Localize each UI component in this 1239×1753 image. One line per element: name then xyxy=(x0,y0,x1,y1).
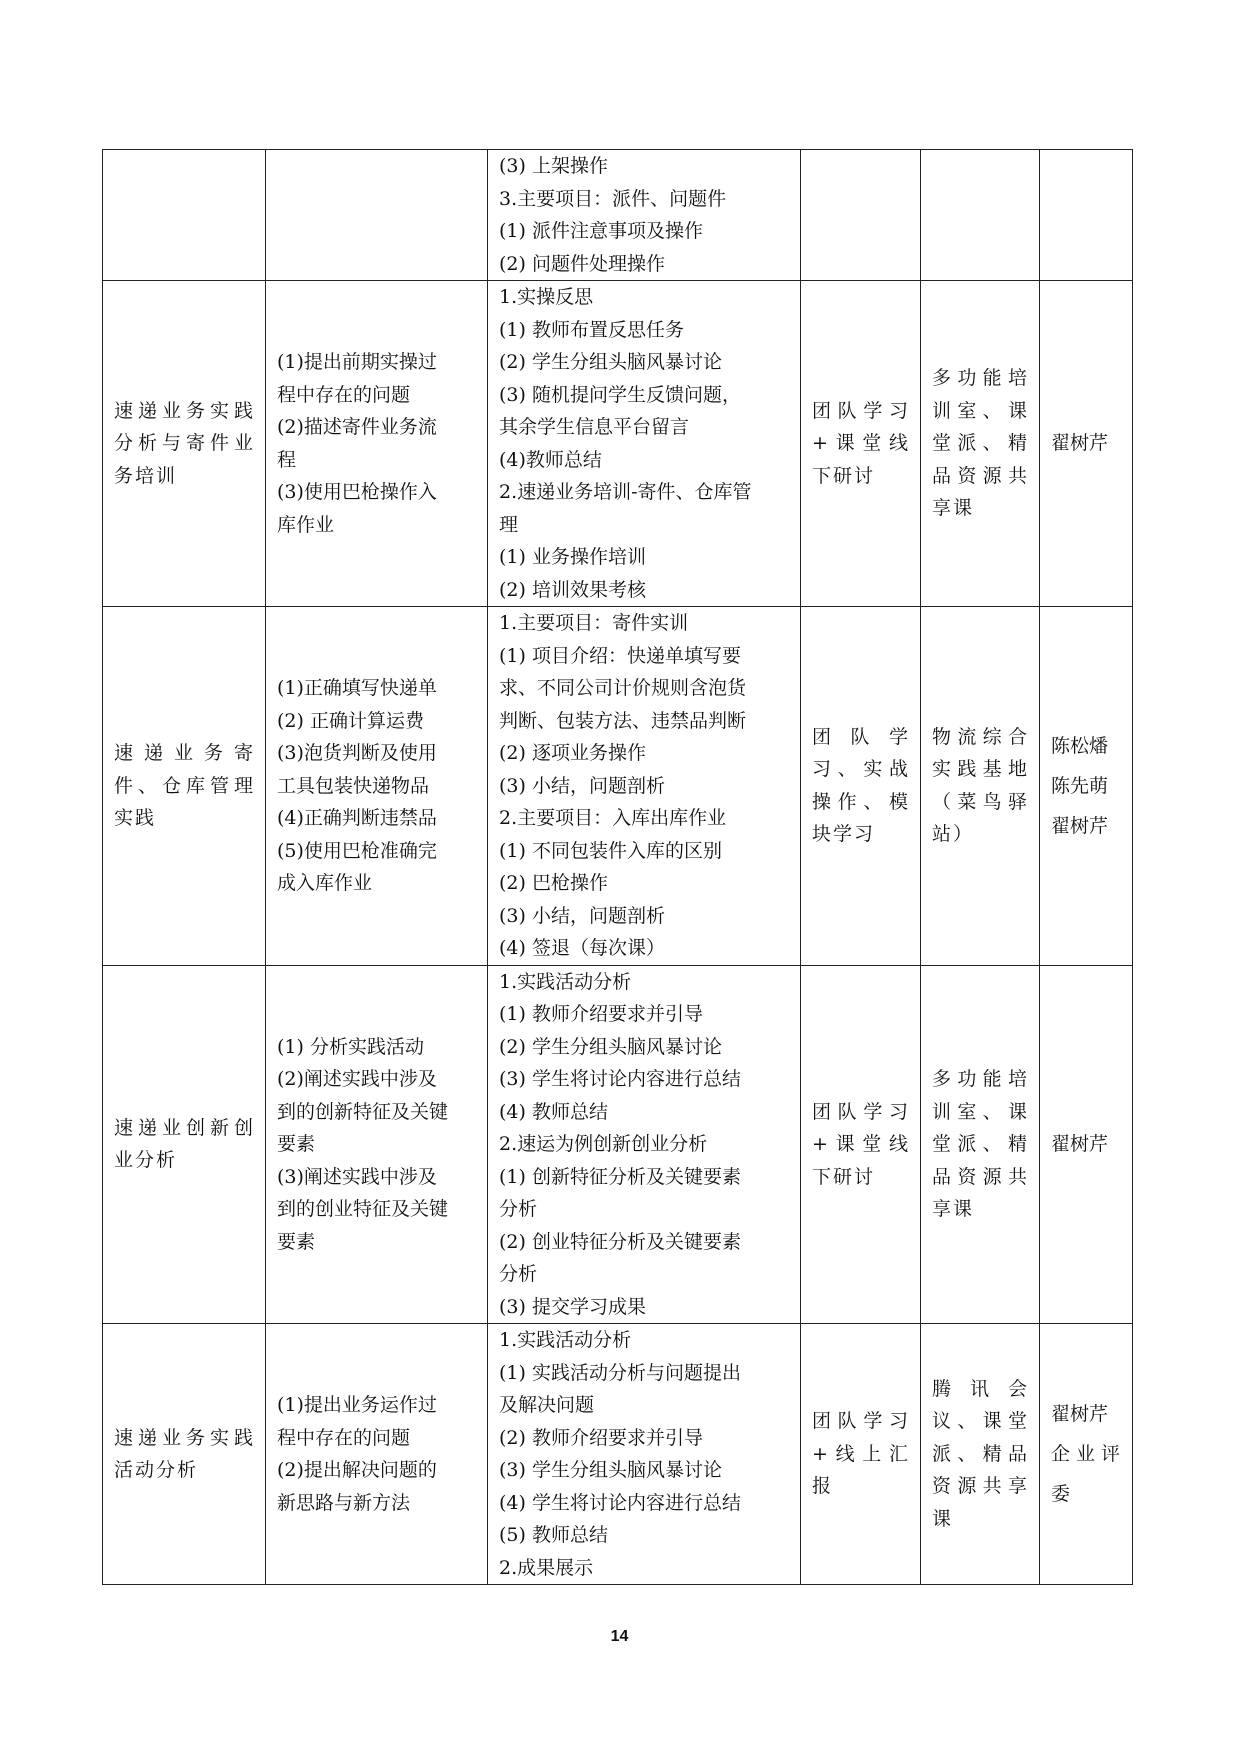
objective-line: (1) 分析实践活动 xyxy=(277,1035,424,1058)
objective-line: (1)正确填写快递单 xyxy=(277,677,437,699)
objectives-cell xyxy=(266,150,488,281)
resources-cell xyxy=(921,965,1040,1324)
teacher-name: 委 xyxy=(1051,1483,1071,1505)
content-line: (3) 学生将讨论内容进行总结 xyxy=(499,1068,741,1090)
content-line: 及解决问题 xyxy=(499,1394,595,1416)
teacher-name: 翟树芹 xyxy=(1051,814,1109,837)
resource-line: 站） xyxy=(932,823,975,846)
table-row xyxy=(103,965,1133,1324)
objective-line: 要素 xyxy=(277,1230,316,1253)
objective-line: (1)提出前期实操过 xyxy=(277,351,437,373)
resource-line: 多功能培 xyxy=(932,367,1028,390)
method-line: 团队学习 xyxy=(812,399,909,422)
objective-line: 程 xyxy=(277,448,297,471)
content-line: (2) 创业特征分析及关键要素 xyxy=(499,1230,741,1253)
content-line: 2.主要项目：入库出库作业 xyxy=(499,807,727,829)
teacher-name: 陈先萌 xyxy=(1051,774,1109,797)
module-name-line: 速递业务实践 xyxy=(114,399,254,422)
teacher-name: 企业评 xyxy=(1051,1443,1121,1465)
resource-line: 腾讯会 xyxy=(932,1377,1028,1400)
method-line: 报 xyxy=(812,1475,834,1498)
objective-line: 库作业 xyxy=(277,513,335,536)
content-line: (1) 实践活动分析与问题提出 xyxy=(499,1361,741,1384)
teachers-cell xyxy=(1040,965,1133,1324)
method-line: 块学习 xyxy=(812,823,876,846)
method-line: +课堂线 xyxy=(812,432,909,455)
teachers-cell xyxy=(1040,607,1133,966)
objective-line: 到的创业特征及关键 xyxy=(277,1198,449,1220)
content-line: (3) 随机提问学生反馈问题， xyxy=(499,383,741,406)
objective-line: (3)使用巴枪操作入 xyxy=(277,481,437,503)
content-line: 其余学生信息平台留言 xyxy=(499,416,690,438)
method-line: +课堂线 xyxy=(812,1133,909,1155)
resources-cell xyxy=(921,607,1040,966)
table-row xyxy=(103,281,1133,607)
method-line: +线上汇 xyxy=(812,1442,909,1465)
content-line: (3) 学生分组头脑风暴讨论 xyxy=(499,1459,722,1481)
content-cell xyxy=(488,607,801,966)
method-line: 团队学 xyxy=(812,725,909,748)
objective-line: 新思路与新方法 xyxy=(277,1491,411,1514)
objectives-cell xyxy=(266,281,488,607)
objective-line: 要素 xyxy=(277,1133,316,1155)
content-line: 判断、包装方法、违禁品判断 xyxy=(499,709,747,732)
resources-cell xyxy=(921,150,1040,281)
content-line: 2.成果展示 xyxy=(499,1556,594,1579)
method-line: 下研讨 xyxy=(812,1165,876,1188)
method-cell xyxy=(801,607,921,966)
teachers-cell xyxy=(1040,1324,1133,1585)
module-name-cell xyxy=(103,965,266,1324)
content-line: 3.主要项目：派件、问题件 xyxy=(499,187,727,210)
content-line: (2) 培训效果考核 xyxy=(499,578,646,601)
content-line: 1.实操反思 xyxy=(499,286,594,308)
content-line: 分析 xyxy=(499,1198,538,1220)
module-name-line: 业分析 xyxy=(114,1149,178,1172)
resource-line: 品资源共 xyxy=(932,464,1028,487)
method-line: 操作、模 xyxy=(812,790,909,813)
teachers-cell xyxy=(1040,150,1133,281)
module-name-line: 务培训 xyxy=(114,464,178,487)
module-name-line: 速递业务实践 xyxy=(114,1426,254,1449)
module-name-cell xyxy=(103,281,266,607)
course-table xyxy=(102,149,1133,1585)
resource-line: （菜鸟驿 xyxy=(932,790,1028,813)
method-line: 团队学习 xyxy=(812,1410,909,1433)
content-line: (3) 小结，问题剖析 xyxy=(499,904,665,927)
objective-line: (1)提出业务运作过 xyxy=(277,1394,437,1416)
method-line: 下研讨 xyxy=(812,464,876,487)
resource-line: 堂派、精 xyxy=(932,1133,1028,1155)
resources-cell xyxy=(921,1324,1040,1585)
method-line: 团队学习 xyxy=(812,1100,909,1123)
resource-line: 训室、课 xyxy=(932,399,1028,422)
method-line: 习、实战 xyxy=(812,758,909,781)
module-name-line: 分析与寄件业 xyxy=(114,432,254,455)
content-cell xyxy=(488,965,801,1324)
content-line: (2) 学生分组头脑风暴讨论 xyxy=(499,351,722,373)
objectives-cell xyxy=(266,965,488,1324)
module-name-cell xyxy=(103,607,266,966)
page-number: 14 xyxy=(610,1628,629,1645)
content-line: (4) 教师总结 xyxy=(499,1100,608,1123)
objective-line: (2)提出解决问题的 xyxy=(277,1459,437,1481)
table-row xyxy=(103,150,1133,281)
resource-line: 资源共享 xyxy=(932,1475,1028,1498)
content-line: (1) 业务操作培训 xyxy=(499,546,646,568)
teacher-name: 翟树芹 xyxy=(1051,432,1109,455)
method-cell xyxy=(801,1324,921,1585)
module-name-line: 件、仓库管理 xyxy=(114,774,254,797)
resource-line: 享课 xyxy=(932,497,975,520)
content-line: 1.实践活动分析 xyxy=(499,970,632,993)
resource-line: 多功能培 xyxy=(932,1068,1028,1090)
content-line: (2) 教师介绍要求并引导 xyxy=(499,1426,703,1449)
objective-line: 程中存在的问题 xyxy=(277,1426,411,1449)
objective-line: (2)阐述实践中涉及 xyxy=(277,1068,437,1090)
content-line: (2) 学生分组头脑风暴讨论 xyxy=(499,1035,722,1058)
objectives-cell xyxy=(266,607,488,966)
content-line: (5) 教师总结 xyxy=(499,1524,608,1546)
content-line: (1) 不同包装件入库的区别 xyxy=(499,839,722,862)
content-line: (2) 巴枪操作 xyxy=(499,872,608,894)
objective-line: 工具包装快递物品 xyxy=(277,774,430,797)
resource-line: 课 xyxy=(932,1507,954,1530)
teacher-name: 翟树芹 xyxy=(1051,1403,1109,1425)
module-name-cell xyxy=(103,1324,266,1585)
content-line: (3) 小结，问题剖析 xyxy=(499,774,665,797)
table-row xyxy=(103,607,1133,966)
resource-line: 享课 xyxy=(932,1198,975,1220)
objective-line: 到的创新特征及关键 xyxy=(277,1100,449,1123)
objective-line: (3)泡货判断及使用 xyxy=(277,742,437,764)
resource-line: 派、精品 xyxy=(932,1442,1028,1465)
content-line: 2.速运为例创新创业分析 xyxy=(499,1133,708,1155)
resource-line: 实践基地 xyxy=(932,758,1028,781)
resource-line: 议、课堂 xyxy=(932,1410,1028,1433)
module-name-cell xyxy=(103,150,266,281)
content-cell xyxy=(488,150,801,281)
content-line: (1) 教师布置反思任务 xyxy=(499,318,684,341)
module-name-line: 速递业创新创 xyxy=(114,1116,254,1139)
module-name-line: 速递业务寄 xyxy=(114,742,254,764)
module-name-line: 实践 xyxy=(114,807,157,829)
content-line: 分析 xyxy=(499,1263,538,1285)
objective-line: 成入库作业 xyxy=(277,872,373,894)
resource-line: 训室、课 xyxy=(932,1100,1028,1123)
objective-line: (5)使用巴枪准确完 xyxy=(277,839,437,862)
teacher-name: 陈松燔 xyxy=(1051,734,1109,757)
objective-line: 程中存在的问题 xyxy=(277,383,411,406)
objective-line: (3)阐述实践中涉及 xyxy=(277,1165,437,1188)
content-line: (2) 问题件处理操作 xyxy=(499,252,665,275)
method-cell xyxy=(801,281,921,607)
content-cell xyxy=(488,1324,801,1585)
content-line: (2) 逐项业务操作 xyxy=(499,742,646,764)
content-line: (4) 签退（每次课） xyxy=(499,937,665,959)
resource-line: 物流综合 xyxy=(932,725,1028,748)
method-cell xyxy=(801,150,921,281)
objective-line: (4)正确判断违禁品 xyxy=(277,807,437,829)
content-line: (1) 项目介绍：快递单填写要 xyxy=(499,644,741,667)
content-line: 2.速递业务培训-寄件、仓库管 xyxy=(499,481,752,503)
objectives-cell xyxy=(266,1324,488,1585)
objective-line: (2)描述寄件业务流 xyxy=(277,416,437,438)
content-line: (3) 上架操作 xyxy=(499,155,608,177)
content-line: (1) 教师介绍要求并引导 xyxy=(499,1003,703,1025)
content-line: 1.主要项目：寄件实训 xyxy=(499,612,689,634)
resource-line: 品资源共 xyxy=(932,1165,1028,1188)
resources-cell xyxy=(921,281,1040,607)
content-line: (4)教师总结 xyxy=(499,448,602,471)
content-line: 理 xyxy=(499,513,519,536)
objective-line: (2) 正确计算运费 xyxy=(277,709,424,732)
table-row xyxy=(103,1324,1133,1585)
method-cell xyxy=(801,965,921,1324)
teachers-cell xyxy=(1040,281,1133,607)
resource-line: 堂派、精 xyxy=(932,432,1028,455)
content-line: (1) 派件注意事项及操作 xyxy=(499,220,703,242)
teacher-name: 翟树芹 xyxy=(1051,1133,1109,1155)
content-line: (4) 学生将讨论内容进行总结 xyxy=(499,1491,741,1514)
module-name-line: 活动分析 xyxy=(114,1459,199,1481)
content-line: (3) 提交学习成果 xyxy=(499,1295,646,1318)
content-line: 1.实践活动分析 xyxy=(499,1329,632,1351)
content-cell xyxy=(488,281,801,607)
content-line: 求、不同公司计价规则含泡货 xyxy=(499,677,747,699)
content-line: (1) 创新特征分析及关键要素 xyxy=(499,1165,741,1188)
